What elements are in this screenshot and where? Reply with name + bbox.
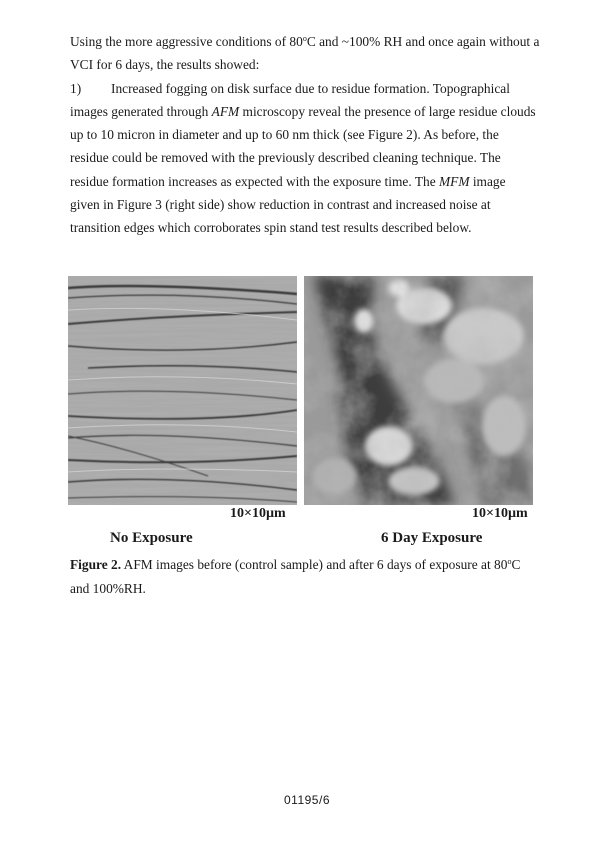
page-number: 01195/6 (284, 793, 330, 807)
intro-line-2: VCI for 6 days, the results showed: (70, 57, 260, 72)
intro-line-1: Using the more aggressive conditions of 80$^o$C and ~100% RH and once again without a (70, 34, 540, 49)
list-item-line-1: Increased fogging on disk surface due to residue formation. Topographical (111, 81, 510, 96)
afm-image-6-day-exposure (304, 276, 533, 505)
paragraph-line-4: residue could be removed with the previously described cleaning technique. The (70, 150, 501, 165)
figure-caption-number: Figure 2. (70, 557, 122, 572)
figure-caption-line-2: and 100%RH. (70, 581, 146, 596)
panel-label-6-day-exposure: 6 Day Exposure (381, 530, 483, 546)
paragraph-line-7: transition edges which corroborates spin stand test results described below. (70, 220, 472, 235)
paragraph-line-5: residue formation increases as expected with the exposure time. The MFM image (70, 174, 506, 189)
panel-label-no-exposure: No Exposure (110, 530, 193, 546)
scale-label-right: 10×10µm (472, 506, 528, 521)
afm-texture-no-exposure (68, 276, 297, 505)
paragraph-line-2: images generated through AFM microscopy reveal the presence of large residue clouds (70, 104, 536, 119)
paragraph-line-6: given in Figure 3 (right side) show reduction in contrast and increased noise at (70, 197, 491, 212)
paragraph-line-3: up to 10 micron in diameter and up to 60 nm thick (see Figure 2). As before, the (70, 127, 499, 142)
list-item-number: 1) (70, 81, 82, 96)
scale-label-left: 10×10µm (230, 506, 286, 521)
figure-caption-line-1: Figure 2. AFM images before (control sample) and after 6 days of exposure at 80$^o$C (70, 557, 521, 572)
afm-texture-6-day-exposure (304, 276, 533, 505)
afm-image-no-exposure (68, 276, 297, 505)
